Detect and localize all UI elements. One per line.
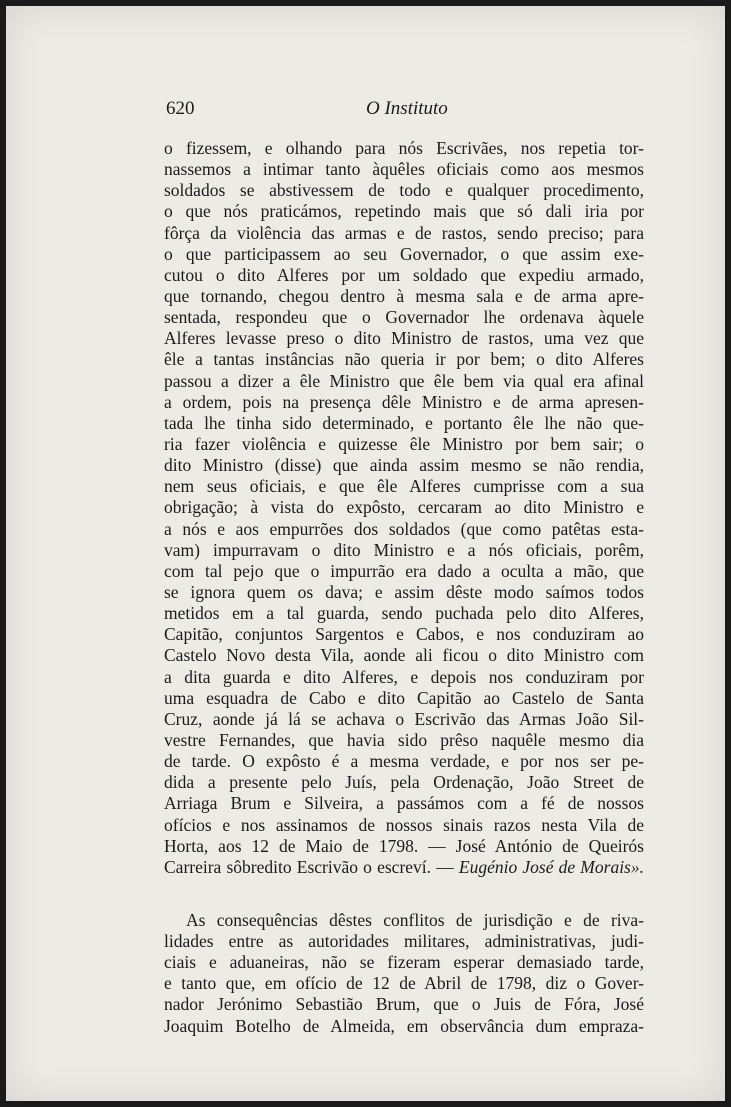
text-line: tada lhe tinha sido determinado, e portanto êle lhe não que- (164, 412, 644, 433)
signature-name: Eugénio José de Morais». (458, 856, 644, 877)
text-line-with-signature (164, 857, 644, 878)
text-line: ofícios e nos assinamos de nossos sinais razos nesta Vila de (164, 814, 644, 835)
paragraph-gap (164, 878, 644, 910)
text-line: a ordem, pois na presença dêle Ministro e de arma apresen- (164, 391, 644, 412)
text-line: se ignora quem os dava; e assim dêste modo saímos todos (164, 581, 644, 602)
text-line: Cruz, aonde já lá se achava o Escrivão das Armas João Sil- (164, 708, 644, 729)
text-line: vestre Fernandes, que havia sido prêso naquêle mesmo dia (164, 729, 644, 750)
text-line: Arriaga Brum e Silveira, a passámos com a fé de nossos (164, 793, 644, 814)
text-line: Alferes levasse preso o dito Ministro de rastos, uma vez que (164, 328, 644, 349)
text-line: a nós e aos empurrões dos soldados (que como patêtas esta- (164, 518, 644, 539)
paragraph-2 (164, 910, 644, 1037)
text-line: obrigação; à vista do expôsto, cercaram ao dito Ministro e (164, 497, 644, 518)
page-number: 620 (166, 98, 195, 119)
text-line: As consequências dêstes conflitos de jurisdição e de riva- (186, 909, 644, 930)
text-line: dito Ministro (disse) que ainda assim mesmo se não rendia, (164, 455, 644, 476)
page-header (166, 98, 646, 122)
text-line: nem seus oficiais, e que êle Alferes cumprisse com a sua (164, 476, 644, 497)
text-line: Joaquim Botelho de Almeida, em observância dum empraza- (164, 1015, 644, 1036)
text-line: sentada, respondeu que o Governador lhe ordenava àquele (164, 307, 644, 328)
paragraph-1 (164, 138, 644, 878)
text-line: nassemos a intimar tanto àquêles oficiais como aos mesmos (164, 159, 644, 180)
text-line: cutou o dito Alferes por um soldado que expediu armado, (164, 264, 644, 285)
text-line: Capitão, conjuntos Sargentos e Cabos, e nos conduziram ao (164, 624, 644, 645)
text-line: Horta, aos 12 de Maio de 1798. — José António de Queirós (164, 835, 644, 856)
text-line: que tornando, chegou dentro à mesma sala e de arma apre- (164, 285, 644, 306)
text-line: êle a tantas instâncias não queria ir por bem; o dito Alferes (164, 349, 644, 370)
text-line: o fizessem, e olhando para nós Escrivães, nos repetia tor- (164, 138, 644, 158)
text-line: o que nós praticámos, repetindo mais que só dali iria por (164, 201, 644, 222)
running-title: O Instituto (366, 98, 448, 119)
text-line: dida a presente pelo Juís, pela Ordenação, João Street de (164, 772, 644, 793)
text-line: a dita guarda e dito Alferes, e depois nos conduziram por (164, 666, 644, 687)
text-line: fôrça da violência das armas e de rastos, sendo preciso; para (164, 222, 644, 243)
text-line: uma esquadra de Cabo e dito Capitão ao Castelo de Santa (164, 687, 644, 708)
body-text (164, 138, 644, 1037)
text-line: Castelo Novo desta Vila, aonde ali ficou o dito Ministro com (164, 645, 644, 666)
text-line: metidos em a tal guarda, sendo puchada pelo dito Alferes, (164, 603, 644, 624)
text-line: lidades entre as autoridades militares, administrativas, judi- (164, 931, 644, 952)
book-page (6, 6, 725, 1101)
text-line: de tarde. O expôsto é a mesma verdade, e por nos ser pe- (164, 751, 644, 772)
text-line: passou a dizer a êle Ministro que êle bem via qual era afinal (164, 370, 644, 391)
text-line: com tal pejo que o impurrão era dado a oculta a mão, que (164, 560, 644, 581)
text-line: e tanto que, em ofício de 12 de Abril de 1798, diz o Gover- (164, 973, 644, 994)
text-line: o que participassem ao seu Governador, o que assim exe- (164, 243, 644, 264)
text-fragment: Carreira sôbredito Escrivão o escreví. — (164, 856, 454, 877)
text-line: soldados se abstivessem de todo e qualquer procedimento, (164, 180, 644, 201)
text-line: nador Jerónimo Sebastião Brum, que o Juis de Fóra, José (164, 994, 644, 1015)
text-line: ciais e aduaneiras, não se fizeram esperar demasiado tarde, (164, 952, 644, 973)
text-line: vam) impurravam o dito Ministro e a nós oficiais, porêm, (164, 539, 644, 560)
text-line: ria fazer violência e quizesse êle Ministro por bem sair; o (164, 433, 644, 454)
